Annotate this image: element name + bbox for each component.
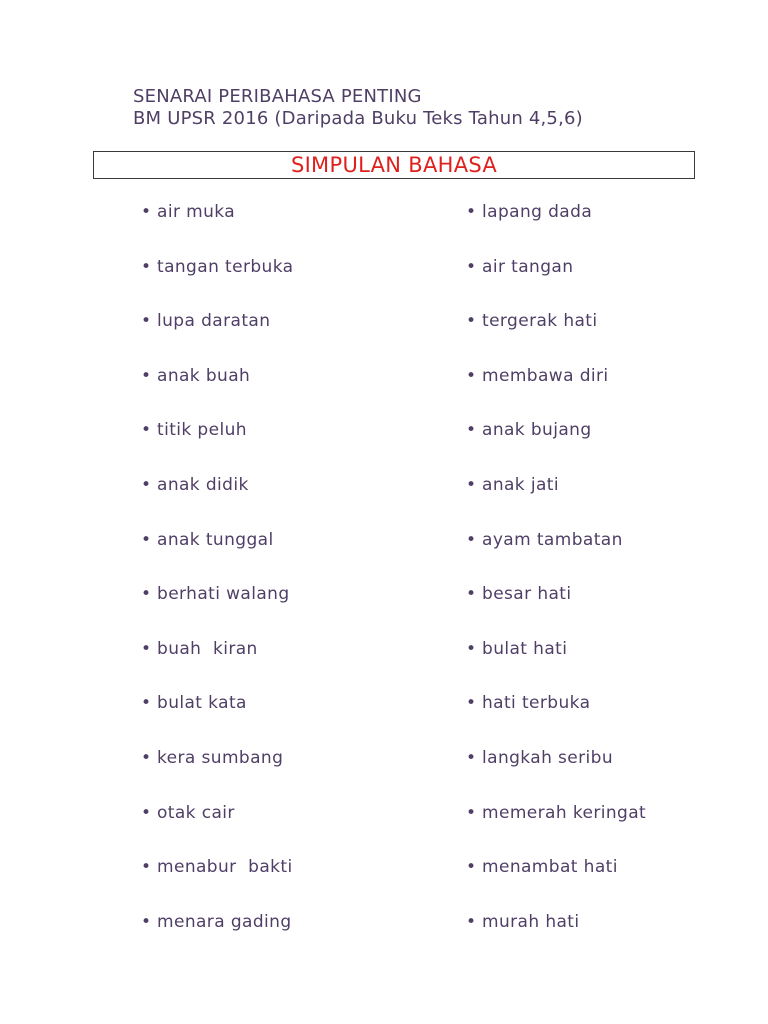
bullet-icon: • — [466, 802, 477, 823]
list-item-label: memerah keringat — [482, 802, 647, 823]
list-item — [141, 419, 294, 474]
bullet-icon: • — [466, 529, 477, 550]
list-item — [466, 201, 646, 256]
bullet-icon: • — [141, 638, 152, 659]
list-item-label: membawa diri — [482, 365, 609, 386]
bullet-icon: • — [466, 638, 477, 659]
bullet-icon: • — [141, 311, 152, 332]
list-item — [466, 310, 646, 365]
list-item-label: air tangan — [482, 256, 574, 277]
list-item-label: bulat hati — [482, 638, 568, 659]
list-item-label: lupa daratan — [157, 311, 271, 332]
list-item — [466, 802, 646, 857]
list-item — [466, 474, 646, 529]
list-item-label: kera sumbang — [157, 747, 284, 768]
bullet-icon: • — [141, 911, 152, 932]
list-item-label: otak cair — [157, 802, 235, 823]
list-item-label: anak didik — [157, 474, 249, 495]
list-item-label: air muka — [157, 202, 236, 222]
list-item — [466, 529, 646, 584]
bullet-icon: • — [466, 857, 477, 878]
bullet-icon: • — [466, 420, 477, 441]
list-item — [466, 256, 646, 311]
section-title-box — [93, 151, 695, 179]
list-item — [141, 583, 294, 638]
section-title: SIMPULAN BAHASA — [290, 153, 498, 177]
list-item-label: tangan terbuka — [157, 256, 294, 277]
list-item-label: menabur bakti — [157, 857, 293, 878]
bullet-icon: • — [466, 693, 477, 714]
bullet-icon: • — [466, 365, 477, 386]
bullet-icon: • — [466, 311, 477, 332]
bullet-icon: • — [141, 747, 152, 768]
list-item-label: besar hati — [482, 584, 572, 605]
bullet-icon: • — [466, 747, 477, 768]
right-proverb-list — [466, 201, 646, 965]
list-item-label: hati terbuka — [482, 693, 591, 714]
list-item-label: berhati walang — [157, 584, 290, 605]
bullet-icon: • — [141, 474, 152, 495]
list-item — [141, 310, 294, 365]
bullet-icon: • — [141, 365, 152, 386]
header-subtitle: BM UPSR 2016 (Daripada Buku Teks Tahun 4,5,6) — [133, 108, 583, 129]
list-item-label: menambat hati — [482, 857, 618, 878]
list-item — [466, 747, 646, 802]
list-item-label: bulat kata — [157, 693, 247, 714]
list-item-label: anak buah — [157, 365, 251, 386]
list-item — [141, 529, 294, 584]
list-item — [466, 856, 646, 911]
list-item — [466, 365, 646, 420]
list-item-label: menara gading — [157, 911, 292, 932]
list-item-label: langkah seribu — [482, 747, 614, 768]
list-item — [141, 747, 294, 802]
list-item — [141, 692, 294, 747]
list-item-label: lapang dada — [482, 202, 593, 222]
bullet-icon: • — [141, 202, 152, 222]
list-item-label: ayam tambatan — [482, 529, 623, 550]
bullet-icon: • — [141, 420, 152, 441]
list-item — [141, 802, 294, 857]
bullet-icon: • — [141, 584, 152, 605]
header-title: SENARAI PERIBAHASA PENTING — [133, 86, 422, 107]
list-item — [141, 638, 294, 693]
list-item-label: anak bujang — [482, 420, 592, 441]
bullet-icon: • — [141, 802, 152, 823]
list-item — [141, 856, 294, 911]
list-item — [141, 911, 294, 966]
list-item — [466, 692, 646, 747]
list-item-label: anak jati — [482, 474, 559, 495]
list-item-label: buah kiran — [157, 638, 258, 659]
bullet-icon: • — [141, 693, 152, 714]
list-item-label: tergerak hati — [482, 311, 598, 332]
list-item-label: titik peluh — [157, 420, 247, 441]
bullet-icon: • — [466, 474, 477, 495]
bullet-icon: • — [466, 202, 477, 222]
list-item — [141, 365, 294, 420]
left-proverb-list — [141, 201, 294, 965]
bullet-icon: • — [141, 529, 152, 550]
list-item — [141, 256, 294, 311]
list-item — [466, 419, 646, 474]
list-item-label: anak tunggal — [157, 529, 274, 550]
document-header — [133, 86, 583, 130]
list-item — [466, 583, 646, 638]
bullet-icon: • — [466, 256, 477, 277]
bullet-icon: • — [141, 256, 152, 277]
list-item — [141, 474, 294, 529]
bullet-icon: • — [466, 911, 477, 932]
list-item — [466, 638, 646, 693]
bullet-icon: • — [466, 584, 477, 605]
list-item — [466, 911, 646, 966]
list-item — [141, 201, 294, 256]
list-item-label: murah hati — [482, 911, 580, 932]
bullet-icon: • — [141, 857, 152, 878]
